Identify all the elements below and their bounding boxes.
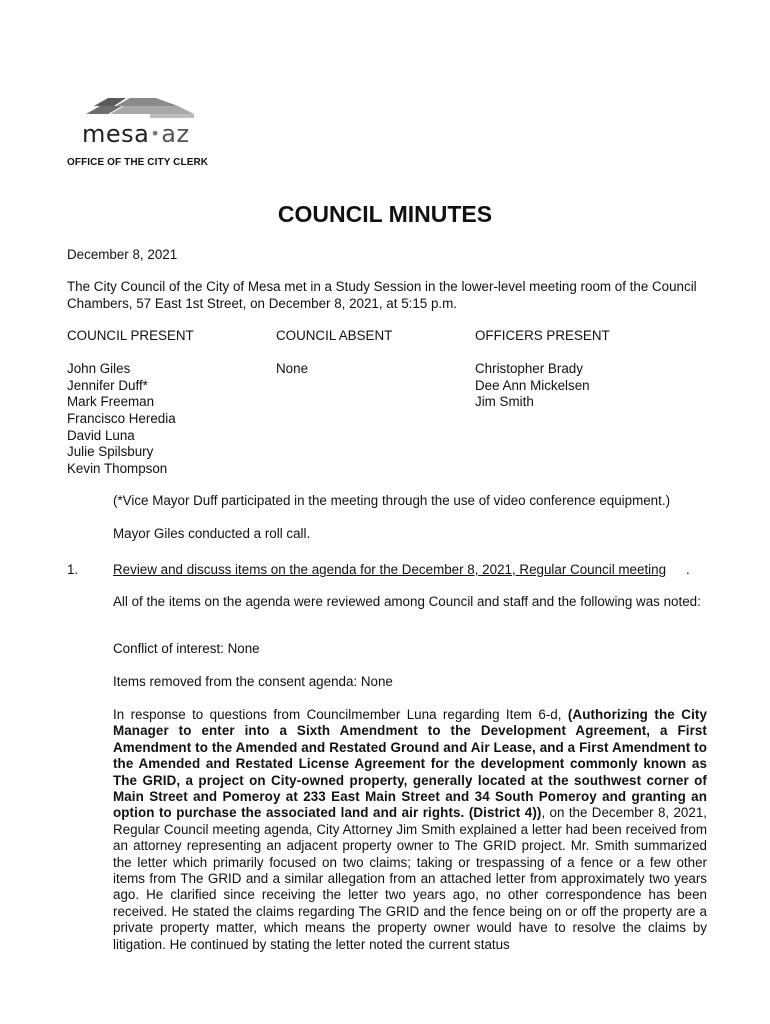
attendee-name: Kevin Thompson	[67, 460, 168, 476]
response-body-text: , on the December 8, 2021, Regular Council meeting agenda, City Attorney Jim Smith explained a letter had been received from an attorney representing an adjacent property owner to The GRID project. Mr. Smith summarized the letter which primarily focused on two claims; taking or trespassing of a fence or a few other items from The GRID and a similar allegation from an attached letter from approximately two years ago. He clarified since receiving the letter two years ago, no other correspondence has been received. He stated the claims regarding The GRID and the fence being on or off the property are a private property matter, which means the property owner would have to resolve the claims by litigation. He continued by stating the letter noted the current status	[113, 805, 707, 952]
office-label: OFFICE OF THE CITY CLERK	[67, 157, 209, 168]
reviewed-paragraph: All of the items on the agenda were reviewed among Council and staff and the following was noted:	[113, 594, 701, 609]
council-absent-heading: COUNCIL ABSENT	[276, 328, 393, 343]
absent-name: None	[276, 361, 309, 377]
officers-present-column	[475, 328, 610, 411]
document-title: COUNCIL MINUTES	[277, 201, 493, 227]
council-absent-column	[276, 328, 392, 378]
officer-name: Dee Ann Mickelsen	[475, 377, 590, 393]
officers-present-heading: OFFICERS PRESENT	[475, 328, 610, 343]
logo-dot: •	[150, 124, 161, 143]
items-removed: Items removed from the consent agenda: None	[113, 674, 393, 689]
attendee-name: David Luna	[67, 427, 135, 443]
conflict-of-interest: Conflict of interest: None	[113, 641, 260, 656]
agenda-item-number: 1.	[67, 562, 79, 577]
attendee-name: Francisco Heredia	[67, 410, 176, 426]
intro-paragraph: The City Council of the City of Mesa met in a Study Session in the lower-level meeting room of the Council Chambers, 57 East 1st Street, on December 8, 2021, at 5:15 p.m.	[67, 279, 697, 311]
vice-mayor-note: (*Vice Mayor Duff participated in the meeting through the use of video conference equipment.)	[113, 493, 671, 508]
agenda-item-title-text: Review and discuss items on the agenda for the December 8, 2021, Regular Council meeting	[113, 562, 667, 577]
mesa-az-logo	[66, 96, 226, 160]
meeting-date: December 8, 2021	[67, 247, 178, 262]
attendee-name: Mark Freeman	[67, 394, 155, 410]
attendee-name: Jennifer Duff*	[67, 377, 148, 393]
officer-name: Jim Smith	[475, 394, 534, 410]
response-item-description: (Authorizing the City Manager to enter into a Sixth Amendment to the Development Agreement, a First Amendment to the Amended and Restated Ground and Air Lease, and a First Amendment to the Amended and Restated License Agreement for the development commonly known as The GRID, a project on City-owned property, generally located at the southwest corner of Main Street and Pomeroy at 233 East Main Street and 34 South Pomeroy and granting an option to purchase the associated land and air rights. (District 4))	[113, 707, 707, 821]
attendee-name: John Giles	[67, 361, 131, 377]
logo-wordmark	[82, 120, 190, 148]
response-intro-text: In response to questions from Councilmember Luna regarding Item 6-d,	[113, 707, 568, 722]
roll-call-note: Mayor Giles conducted a roll call.	[113, 526, 311, 541]
response-paragraph	[113, 707, 707, 953]
officer-name: Christopher Brady	[475, 361, 583, 377]
agenda-item-title	[113, 562, 666, 579]
council-present-column	[67, 328, 194, 477]
logo-word-mesa: mesa	[82, 120, 150, 148]
council-present-heading: COUNCIL PRESENT	[67, 328, 194, 343]
attendee-name: Julie Spilsbury	[67, 444, 154, 460]
agenda-item-title-period: .	[686, 562, 690, 577]
logo-word-az: az	[161, 120, 190, 148]
